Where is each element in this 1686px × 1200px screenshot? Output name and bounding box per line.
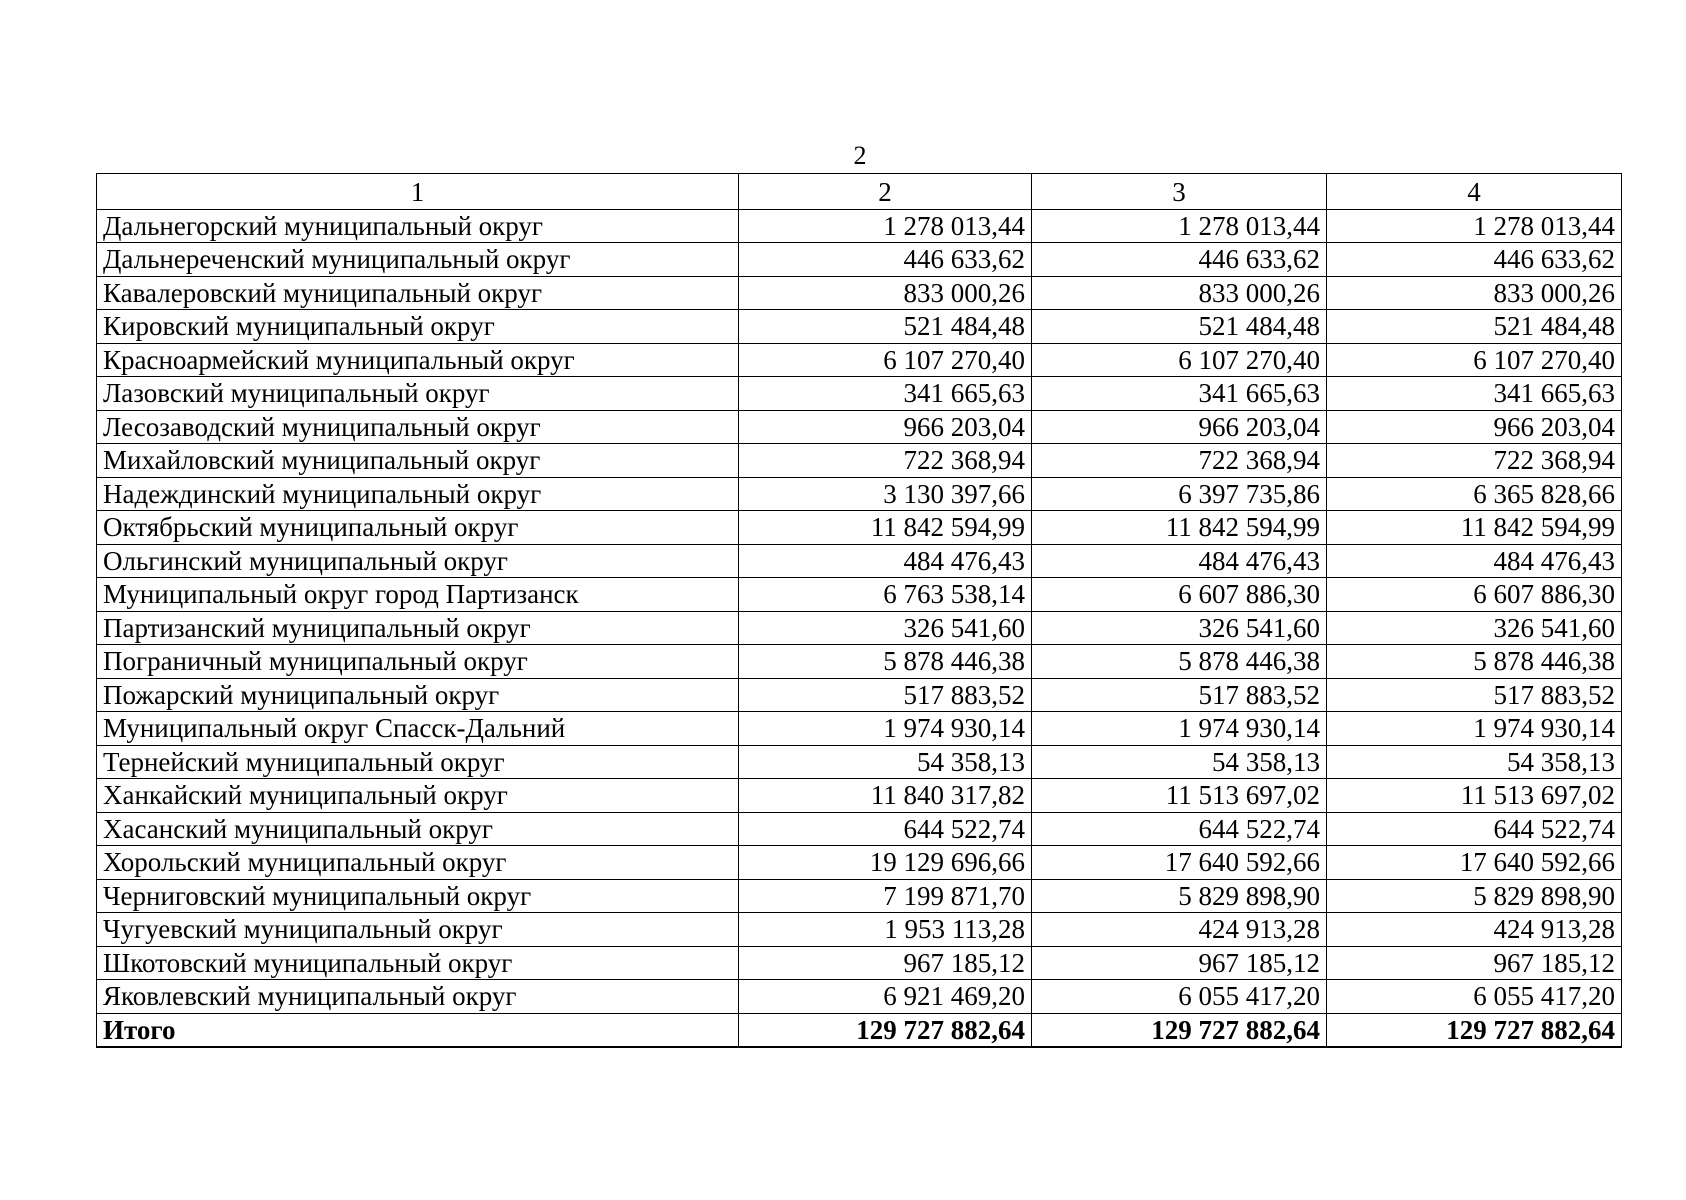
value-cell-col2: 341 665,63 (739, 377, 1032, 411)
value-cell-col3: 5 878 446,38 (1032, 645, 1327, 679)
municipality-name-cell: Октябрьский муниципальный округ (97, 511, 739, 545)
value-cell-col3: 722 368,94 (1032, 444, 1327, 478)
value-cell-col3: 833 000,26 (1032, 276, 1327, 310)
column-header-2: 2 (739, 174, 1032, 210)
value-cell-col3: 521 484,48 (1032, 310, 1327, 344)
municipality-name-cell: Партизанский муниципальный округ (97, 611, 739, 645)
total-value-col2: 129 727 882,64 (739, 1013, 1032, 1047)
municipality-name-cell: Лесозаводский муниципальный округ (97, 410, 739, 444)
value-cell-col4: 722 368,94 (1327, 444, 1622, 478)
value-cell-col4: 424 913,28 (1327, 913, 1622, 947)
value-cell-col2: 11 840 317,82 (739, 779, 1032, 813)
value-cell-col2: 644 522,74 (739, 812, 1032, 846)
value-cell-col3: 6 107 270,40 (1032, 343, 1327, 377)
column-header-4: 4 (1327, 174, 1622, 210)
value-cell-col3: 11 513 697,02 (1032, 779, 1327, 813)
value-cell-col2: 19 129 696,66 (739, 846, 1032, 880)
total-value-col4: 129 727 882,64 (1327, 1013, 1622, 1047)
value-cell-col4: 484 476,43 (1327, 544, 1622, 578)
table-row (97, 946, 1622, 980)
value-cell-col4: 326 541,60 (1327, 611, 1622, 645)
value-cell-col4: 341 665,63 (1327, 377, 1622, 411)
municipality-name-cell: Хасанский муниципальный округ (97, 812, 739, 846)
value-cell-col4: 521 484,48 (1327, 310, 1622, 344)
value-cell-col3: 11 842 594,99 (1032, 511, 1327, 545)
value-cell-col4: 5 878 446,38 (1327, 645, 1622, 679)
table-row (97, 812, 1622, 846)
value-cell-col2: 6 921 469,20 (739, 980, 1032, 1014)
value-cell-col3: 5 829 898,90 (1032, 879, 1327, 913)
value-cell-col3: 967 185,12 (1032, 946, 1327, 980)
value-cell-col2: 1 953 113,28 (739, 913, 1032, 947)
value-cell-col3: 517 883,52 (1032, 678, 1327, 712)
value-cell-col4: 11 842 594,99 (1327, 511, 1622, 545)
municipality-name-cell: Пограничный муниципальный округ (97, 645, 739, 679)
total-row (97, 1013, 1622, 1047)
table-row (97, 410, 1622, 444)
value-cell-col2: 517 883,52 (739, 678, 1032, 712)
value-cell-col4: 17 640 592,66 (1327, 846, 1622, 880)
value-cell-col4: 966 203,04 (1327, 410, 1622, 444)
value-cell-col4: 6 607 886,30 (1327, 578, 1622, 612)
table-row (97, 578, 1622, 612)
value-cell-col3: 424 913,28 (1032, 913, 1327, 947)
municipality-name-cell: Дальнереченский муниципальный округ (97, 243, 739, 277)
value-cell-col3: 54 358,13 (1032, 745, 1327, 779)
value-cell-col4: 446 633,62 (1327, 243, 1622, 277)
municipality-name-cell: Тернейский муниципальный округ (97, 745, 739, 779)
value-cell-col4: 6 365 828,66 (1327, 477, 1622, 511)
value-cell-col4: 1 974 930,14 (1327, 712, 1622, 746)
table-row (97, 243, 1622, 277)
table-row (97, 846, 1622, 880)
municipality-name-cell: Лазовский муниципальный округ (97, 377, 739, 411)
value-cell-col2: 446 633,62 (739, 243, 1032, 277)
value-cell-col4: 11 513 697,02 (1327, 779, 1622, 813)
value-cell-col2: 722 368,94 (739, 444, 1032, 478)
value-cell-col4: 5 829 898,90 (1327, 879, 1622, 913)
value-cell-col3: 446 633,62 (1032, 243, 1327, 277)
value-cell-col3: 1 974 930,14 (1032, 712, 1327, 746)
value-cell-col2: 521 484,48 (739, 310, 1032, 344)
value-cell-col2: 326 541,60 (739, 611, 1032, 645)
value-cell-col2: 3 130 397,66 (739, 477, 1032, 511)
data-table (96, 173, 1622, 1048)
value-cell-col4: 967 185,12 (1327, 946, 1622, 980)
value-cell-col2: 6 107 270,40 (739, 343, 1032, 377)
value-cell-col4: 833 000,26 (1327, 276, 1622, 310)
value-cell-col3: 966 203,04 (1032, 410, 1327, 444)
value-cell-col2: 833 000,26 (739, 276, 1032, 310)
table-row (97, 611, 1622, 645)
page-number: 2 (853, 141, 867, 170)
column-header-3: 3 (1032, 174, 1327, 210)
value-cell-col3: 326 541,60 (1032, 611, 1327, 645)
municipality-name-cell: Ханкайский муниципальный округ (97, 779, 739, 813)
table-row (97, 879, 1622, 913)
value-cell-col3: 6 055 417,20 (1032, 980, 1327, 1014)
table-row (97, 511, 1622, 545)
municipality-name-cell: Муниципальный округ город Партизанск (97, 578, 739, 612)
table-row (97, 209, 1622, 243)
value-cell-col3: 6 607 886,30 (1032, 578, 1327, 612)
value-cell-col3: 6 397 735,86 (1032, 477, 1327, 511)
value-cell-col2: 7 199 871,70 (739, 879, 1032, 913)
table-row (97, 276, 1622, 310)
table-row (97, 645, 1622, 679)
table-row (97, 477, 1622, 511)
table-row (97, 310, 1622, 344)
table-row (97, 377, 1622, 411)
table-row (97, 678, 1622, 712)
value-cell-col2: 1 974 930,14 (739, 712, 1032, 746)
total-value-col3: 129 727 882,64 (1032, 1013, 1327, 1047)
municipality-name-cell: Надеждинский муниципальный округ (97, 477, 739, 511)
value-cell-col3: 341 665,63 (1032, 377, 1327, 411)
value-cell-col3: 644 522,74 (1032, 812, 1327, 846)
table-row (97, 444, 1622, 478)
value-cell-col3: 1 278 013,44 (1032, 209, 1327, 243)
table-row (97, 745, 1622, 779)
municipality-name-cell: Хорольский муниципальный округ (97, 846, 739, 880)
value-cell-col3: 484 476,43 (1032, 544, 1327, 578)
value-cell-col3: 17 640 592,66 (1032, 846, 1327, 880)
value-cell-col4: 54 358,13 (1327, 745, 1622, 779)
municipality-name-cell: Шкотовский муниципальный округ (97, 946, 739, 980)
table-row (97, 980, 1622, 1014)
value-cell-col2: 11 842 594,99 (739, 511, 1032, 545)
municipality-name-cell: Красноармейский муниципальный округ (97, 343, 739, 377)
value-cell-col4: 6 055 417,20 (1327, 980, 1622, 1014)
municipality-name-cell: Кировский муниципальный округ (97, 310, 739, 344)
header-row (97, 174, 1622, 210)
value-cell-col2: 966 203,04 (739, 410, 1032, 444)
value-cell-col2: 484 476,43 (739, 544, 1032, 578)
value-cell-col4: 517 883,52 (1327, 678, 1622, 712)
table-row (97, 712, 1622, 746)
municipality-name-cell: Пожарский муниципальный округ (97, 678, 739, 712)
value-cell-col2: 6 763 538,14 (739, 578, 1032, 612)
table-row (97, 913, 1622, 947)
value-cell-col4: 1 278 013,44 (1327, 209, 1622, 243)
total-label-cell: Итого (97, 1013, 739, 1047)
value-cell-col4: 644 522,74 (1327, 812, 1622, 846)
municipality-name-cell: Черниговский муниципальный округ (97, 879, 739, 913)
value-cell-col2: 5 878 446,38 (739, 645, 1032, 679)
value-cell-col4: 6 107 270,40 (1327, 343, 1622, 377)
municipality-name-cell: Чугуевский муниципальный округ (97, 913, 739, 947)
municipality-name-cell: Муниципальный округ Спасск-Дальний (97, 712, 739, 746)
municipality-name-cell: Ольгинский муниципальный округ (97, 544, 739, 578)
value-cell-col2: 1 278 013,44 (739, 209, 1032, 243)
municipality-name-cell: Кавалеровский муниципальный округ (97, 276, 739, 310)
municipality-name-cell: Михайловский муниципальный округ (97, 444, 739, 478)
value-cell-col2: 54 358,13 (739, 745, 1032, 779)
municipality-name-cell: Дальнегорский муниципальный округ (97, 209, 739, 243)
table-row (97, 343, 1622, 377)
municipality-name-cell: Яковлевский муниципальный округ (97, 980, 739, 1014)
table-row (97, 544, 1622, 578)
column-header-1: 1 (97, 174, 739, 210)
value-cell-col2: 967 185,12 (739, 946, 1032, 980)
table-row (97, 779, 1622, 813)
table-body (97, 209, 1622, 1047)
